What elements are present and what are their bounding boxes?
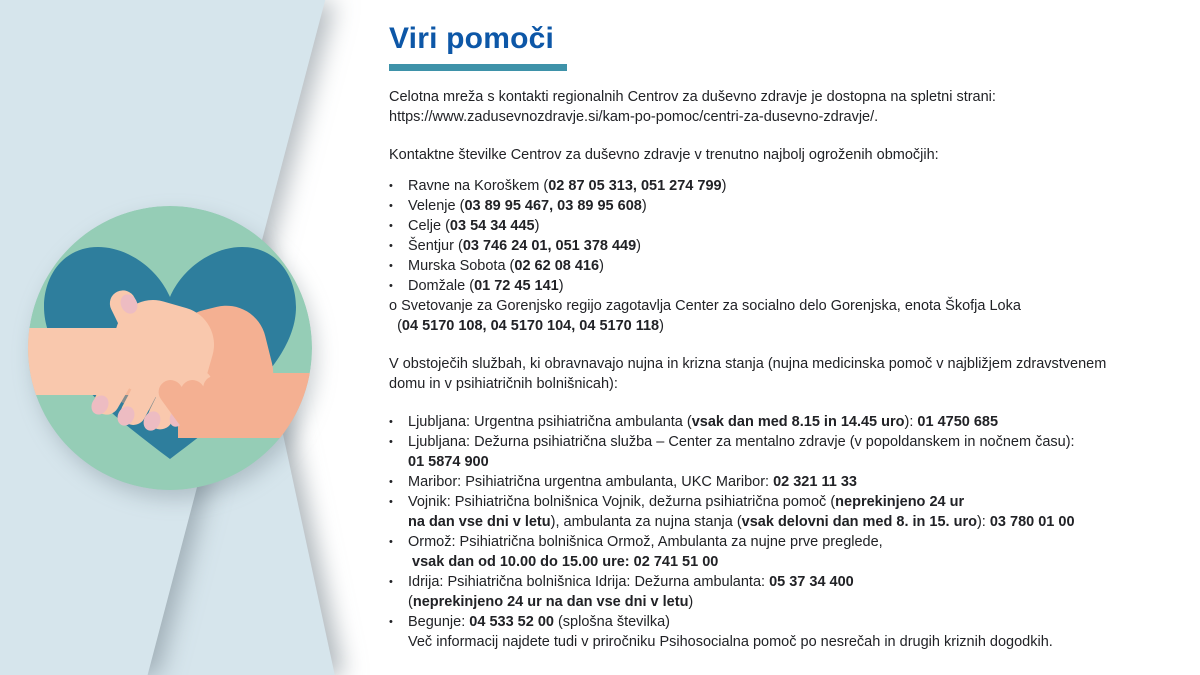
list-item-text: Velenje (03 89 95 467, 03 89 95 608)	[408, 198, 647, 214]
list-item-text: o Svetovanje za Gorenjsko regijo zagotavlja Center za socialno delo Gorenjska, enota Škofja Loka (04 5170 108, 04 5170 104, 04 5170 118)	[389, 298, 1021, 334]
bullet-icon: •	[389, 180, 393, 192]
list-item	[389, 296, 1189, 336]
list-item-text: Celje (03 54 34 445)	[408, 218, 540, 234]
services-intro	[389, 354, 1189, 394]
page-title: Viri pomoči	[389, 22, 555, 55]
handshake-heart-illustration	[28, 205, 313, 492]
bullet-icon: •	[389, 220, 393, 232]
list-item	[389, 276, 1189, 296]
bullet-icon: •	[389, 476, 393, 488]
list-item-text: Ljubljana: Dežurna psihiatrična služba – Center za mentalno zdravje (v popoldanskem in nočnem času): 01 5874 900	[408, 434, 1075, 470]
list-item-text: Domžale (01 72 45 141)	[408, 278, 564, 294]
list-item-text: Več informacij najdete tudi v priročniku Psihosocialna pomoč po nesrečah in drugih kriznih dogodkih.	[408, 634, 1053, 650]
list-item	[389, 532, 1189, 572]
list-item	[389, 412, 1189, 432]
bullet-icon: •	[389, 536, 393, 548]
bullet-icon: •	[389, 496, 393, 508]
list-item-text: Ormož: Psihiatrična bolnišnica Ormož, Ambulanta za nujne prve preglede, vsak dan od 10.00 do 15.00 ure: 02 741 51 00	[408, 534, 883, 570]
bullet-spacer	[389, 632, 408, 652]
list-item	[389, 472, 1189, 492]
list-item-text: Ljubljana: Urgentna psihiatrična ambulanta (vsak dan med 8.15 in 14.45 uro): 01 4750 685	[408, 414, 999, 430]
bullet-icon: •	[389, 576, 393, 588]
list-item	[389, 196, 1189, 216]
list-item-text: Šentjur (03 746 24 01, 051 378 449)	[408, 238, 642, 254]
list-item-text: Idrija: Psihiatrična bolnišnica Idrija: Dežurna ambulanta: 05 37 34 400 (neprekinjeno 24 ur na dan vse dni v letu)	[408, 574, 854, 610]
list-item-text: Ravne na Koroškem (02 87 05 313, 051 274 799)	[408, 178, 727, 194]
list-item-text: Maribor: Psihiatrična urgentna ambulanta, UKC Maribor: 02 321 11 33	[408, 474, 857, 490]
content-column	[389, 20, 1189, 652]
bullet-icon: •	[389, 200, 393, 212]
list-item	[389, 572, 1189, 612]
regional-contacts-list	[389, 176, 1189, 336]
list-item	[389, 632, 1189, 652]
list-item	[389, 612, 1189, 632]
list-item-text: Murska Sobota (02 62 08 416)	[408, 258, 604, 274]
services-list	[389, 412, 1189, 652]
list-item-text: Begunje: 04 533 52 00 (splošna številka)	[408, 614, 670, 630]
list-item	[389, 492, 1189, 532]
bullet-icon: •	[389, 280, 393, 292]
services-intro-line: V obstoječih službah, ki obravnavajo nujna in krizna stanja (nujna medicinska pomoč v najbližjem zdravstvenem	[389, 356, 1107, 372]
bullet-icon: •	[389, 616, 393, 628]
intro-url: https://www.zadusevnozdravje.si/kam-po-pomoc/centri-za-dusevno-zdravje/.	[389, 109, 879, 125]
intro-line: Celotna mreža s kontakti regionalnih Centrov za duševno zdravje je dostopna na spletni strani:	[389, 89, 996, 105]
list-item	[389, 256, 1189, 276]
services-intro-line: domu in v psihiatričnih bolnišnicah):	[389, 376, 618, 392]
contacts-heading: Kontaktne številke Centrov za duševno zdravje v trenutno najbolj ogroženih območjih:	[389, 147, 939, 163]
title-underline	[389, 64, 567, 71]
bullet-icon: •	[389, 240, 393, 252]
list-item	[389, 432, 1189, 472]
list-item-text: Vojnik: Psihiatrična bolnišnica Vojnik, dežurna psihiatrična pomoč (neprekinjeno 24 ur na dan vse dni v letu), ambulanta za nujna stanja (vsak delovni dan med 8. in 15. uro): 03 780 01 00	[408, 494, 1075, 530]
bullet-icon: •	[389, 416, 393, 428]
list-item	[389, 216, 1189, 236]
bullet-icon: •	[389, 260, 393, 272]
list-item	[389, 176, 1189, 196]
bullet-icon: •	[389, 436, 393, 448]
list-item	[389, 236, 1189, 256]
intro-paragraph	[389, 87, 1189, 127]
